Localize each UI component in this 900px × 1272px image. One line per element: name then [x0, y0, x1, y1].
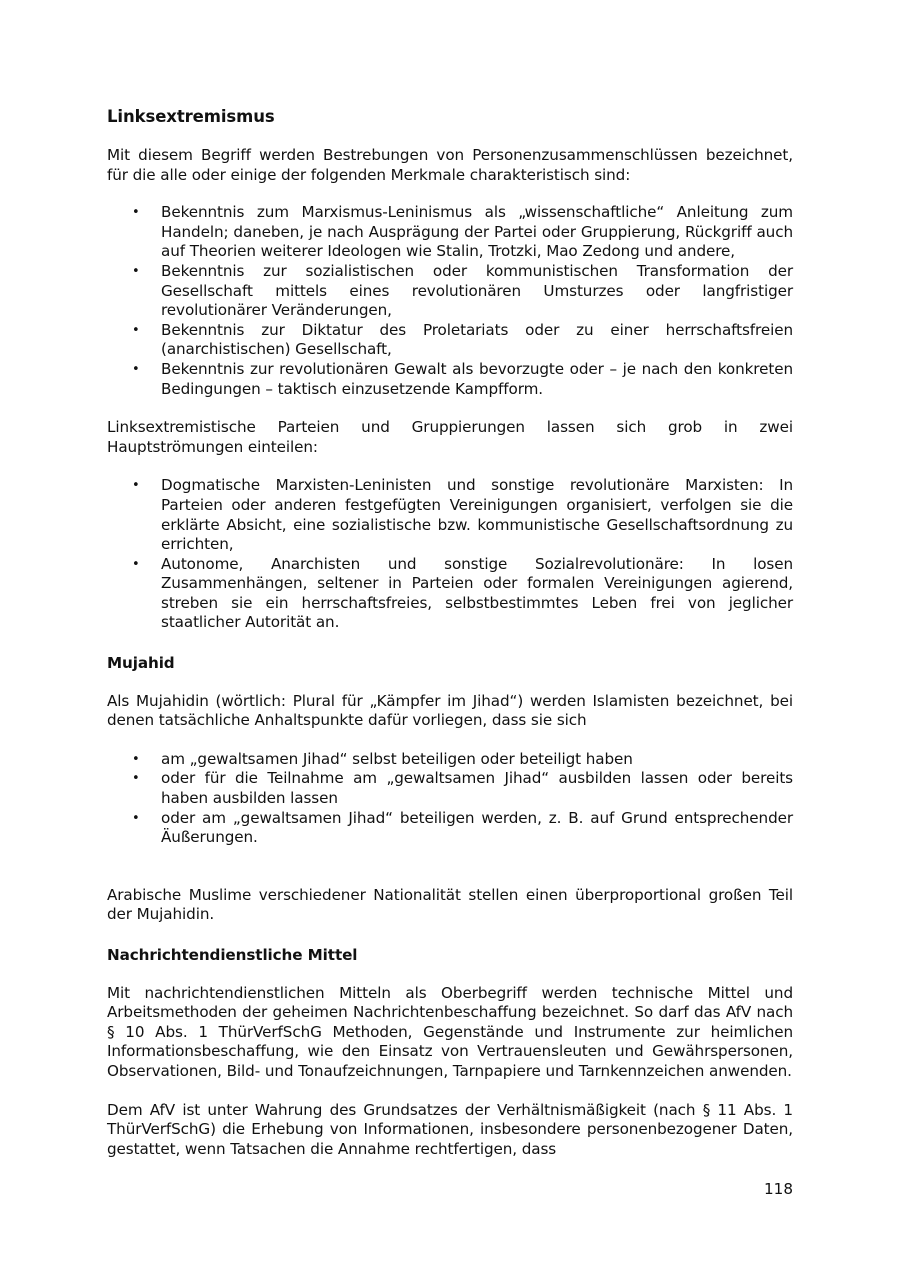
bullet-list-merkmale — [107, 203, 793, 399]
paragraph-mujahid-intro: Als Mujahidin (wörtlich: Plural für „Kämpfer im Jihad“) werden Islamisten bezeichnet, bei denen tatsächliche Anhaltspunkte dafür vorliegen, dass sie sich — [107, 691, 793, 730]
paragraph-mittel-verhaeltnismaessigkeit: Dem AfV ist unter Wahrung des Grundsatzes der Verhältnismäßigkeit (nach § 11 Abs. 1 ThürVerfSchG) die Erhebung von Informationen, insbesondere personenbezogener Daten, gestattet, wenn Tatsachen die Annahme rechtfertigen, dass — [107, 1100, 793, 1158]
bullet-list-hauptstroemungen — [107, 476, 793, 633]
paragraph-mujahid-closing: Arabische Muslime verschiedener Nationalität stellen einen überproportional großen Teil der Mujahidin. — [107, 885, 793, 924]
section-heading-linksextremismus: Linksextremismus — [107, 107, 275, 126]
list-item — [132, 808, 793, 848]
bullet-list-mujahid — [107, 750, 793, 848]
section-heading-nachrichtendienstliche-mittel: Nachrichtendienstliche Mittel — [107, 946, 358, 964]
list-item-text: oder für die Teilnahme am „gewaltsamen Jihad“ ausbilden lassen oder bereits haben ausbilden lassen — [161, 769, 793, 808]
list-item — [132, 203, 793, 262]
list-item-text: Bekenntnis zur sozialistischen oder kommunistischen Transformation der Gesellschaft mittels eines revolutionären Umsturzes oder langfristiger revolutionärer Veränderungen, — [161, 261, 793, 320]
list-item-text: oder am „gewaltsamen Jihad“ beteiligen werden, z. B. auf Grund entsprechender Äußerungen. — [161, 808, 793, 847]
list-item-text: Bekenntnis zur revolutionären Gewalt als bevorzugte oder – je nach den konkreten Bedingungen – taktisch einzusetzende Kampfform. — [161, 359, 793, 398]
list-item — [132, 749, 793, 770]
bullet-icon: • — [132, 771, 140, 787]
list-item-text: Autonome, Anarchisten und sonstige Sozialrevolutionäre: In losen Zusammenhängen, seltener in Parteien oder formalen Vereinigungen agierend, streben sie ein herrschaftsfreies, selbstbestimmtes Leben frei von jeglicher staatlicher Autorität an. — [161, 554, 793, 632]
bullet-icon: • — [132, 263, 140, 279]
list-item — [132, 261, 793, 321]
list-item-text: Bekenntnis zur Diktatur des Proletariats oder zu einer herrschaftsfreien (anarchistischen) Gesellschaft, — [161, 320, 793, 359]
bullet-icon: • — [132, 205, 140, 221]
bullet-icon: • — [132, 478, 140, 494]
list-item — [132, 476, 793, 554]
list-item — [132, 769, 793, 808]
document-page — [107, 106, 793, 1159]
paragraph-linksextremismus-intro: Mit diesem Begriff werden Bestrebungen von Personenzusammenschlüssen bezeichnet, für die alle oder einige der folgenden Merkmale charakteristisch sind: — [107, 146, 793, 184]
list-item — [132, 554, 793, 633]
bullet-icon: • — [132, 556, 140, 572]
paragraph-linksextremismus-stroemungen: Linksextremistische Parteien und Gruppierungen lassen sich grob in zwei Hauptströmungen einteilen: — [107, 418, 793, 456]
page-number: 118 — [764, 1180, 793, 1198]
section-heading-mujahid: Mujahid — [107, 654, 175, 673]
bullet-icon: • — [132, 361, 140, 377]
list-item — [132, 320, 793, 360]
bullet-icon: • — [132, 751, 140, 767]
bullet-icon: • — [132, 322, 140, 338]
list-item-text: Bekenntnis zum Marxismus-Leninismus als „wissenschaftliche“ Anleitung zum Handeln; daneben, je nach Ausprägung der Partei oder Gruppierung, Rückgriff auch auf Theorien weiterer Ideologen wie Stalin, Trotzki, Mao Zedong und andere, — [161, 203, 793, 261]
list-item-text: Dogmatische Marxisten-Leninisten und sonstige revolutionäre Marxisten: In Parteien oder anderen festgefügten Vereinigungen organisiert, verfolgen sie die erklärte Absicht, eine sozialistische bzw. kommunistische Gesellschaftsordnung zu errichten, — [161, 476, 793, 554]
list-item-text: am „gewaltsamen Jihad“ selbst beteiligen oder beteiligt haben — [161, 749, 633, 768]
list-item — [132, 359, 793, 399]
paragraph-mittel-definition: Mit nachrichtendienstlichen Mitteln als Oberbegriff werden technische Mittel und Arbeitsmethoden der geheimen Nachrichtenbeschaffung bezeichnet. So darf das AfV nach § 10 Abs. 1 ThürVerfSchG Methoden, Gegenstände und Instrumente zur heimlichen Informationsbeschaffung, wie den Einsatz von Vertrauensleuten und Gewährspersonen, Observationen, Bild- und Tonaufzeichnungen, Tarnpapiere und Tarnkennzeichen anwenden. — [107, 983, 793, 1080]
bullet-icon: • — [132, 810, 140, 826]
